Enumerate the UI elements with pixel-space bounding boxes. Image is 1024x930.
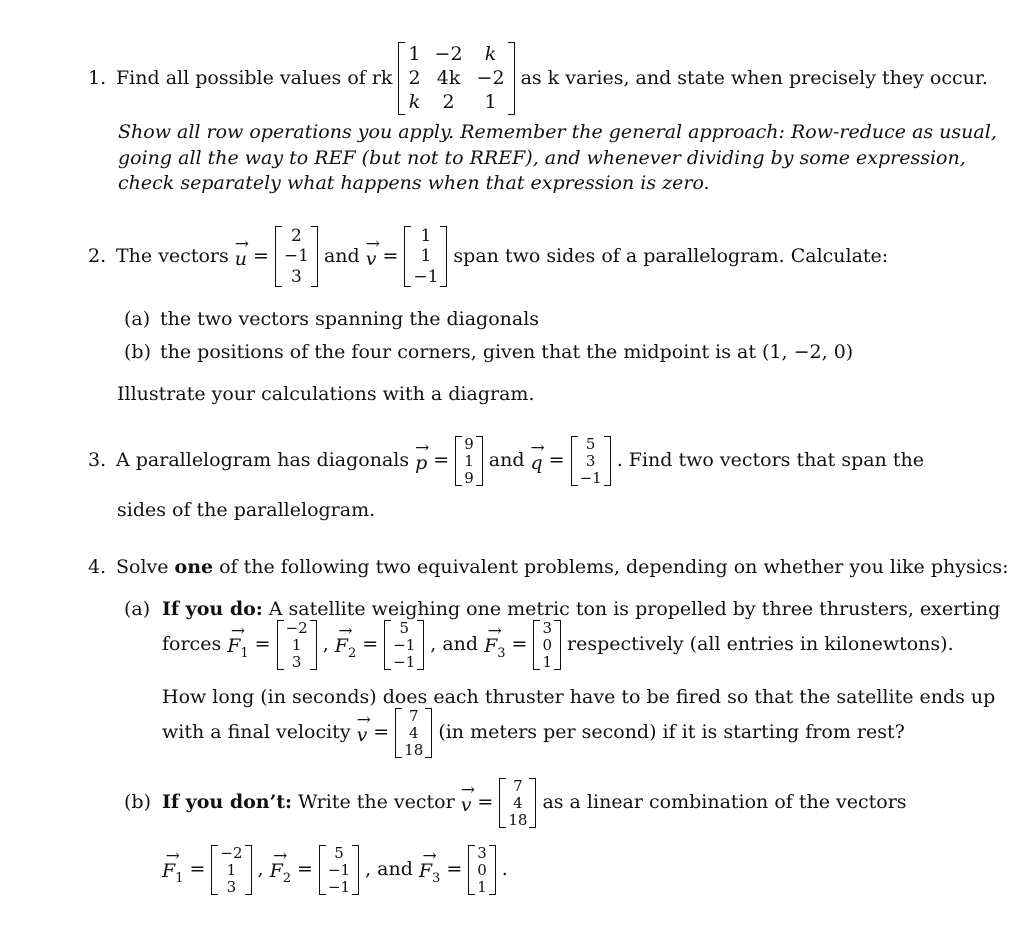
vector-entry: 5: [334, 844, 344, 862]
subpart-text: A satellite weighing one metric ton is propelled by three thrusters, exerting: [268, 598, 1001, 620]
problem-3-prefix: A parallelogram has diagonals: [116, 449, 410, 472]
problem-number: 1.: [88, 66, 107, 89]
vector-q-symbol: → q: [531, 445, 543, 477]
vector-entry: 4: [513, 793, 523, 812]
matrix-cell: −2: [476, 66, 505, 89]
vector-entry: 7: [408, 707, 419, 725]
vector-v-symbol: → v: [461, 787, 472, 819]
vector-entry: 9: [464, 468, 474, 487]
vector-q: [571, 436, 611, 486]
force-1-symbol: → $F_1$: [227, 628, 248, 662]
forces-suffix: respectively (all entries in kilonewtons).: [567, 633, 954, 656]
problem-number: 3.: [88, 449, 107, 472]
problem-2-suffix: span two sides of a parallelogram. Calculate:: [453, 244, 889, 267]
vector-entry: 1: [542, 652, 552, 671]
matrix-cell: 1: [484, 90, 497, 113]
problem-3: 3. A parallelogram has diagonals → p = 9 1 9 and → q = 5 3 −1 . Find two vectors that span the: [88, 436, 924, 486]
matrix-cell: 1: [408, 43, 421, 65]
vector-entry: 7: [513, 777, 523, 795]
subpart-label: (a): [124, 598, 151, 620]
vector-entry: 3: [291, 266, 302, 287]
vector-entry: −1: [283, 246, 309, 267]
problem-4a-question: How long (in seconds) does each thruster have to be fired so that the satellite ends up: [162, 686, 996, 708]
subpart-label: (b): [124, 341, 151, 363]
vector-entry: 1: [420, 246, 432, 267]
vector-entry: 9: [464, 435, 474, 453]
note-line: going all the way to REF (but not to RREF), and whenever dividing by some expression,: [118, 146, 966, 169]
vector-entry: 2: [291, 226, 302, 246]
comma: ,: [257, 858, 264, 881]
matrix-cell: k: [484, 43, 497, 65]
vector-entry: 3: [477, 844, 487, 862]
problem-number: 4.: [88, 556, 107, 578]
vector-entry: −1: [327, 860, 351, 879]
matrix-cell: −2: [434, 43, 463, 65]
vector-v: [404, 226, 447, 287]
vector-entry: 18: [508, 810, 528, 829]
comma: ,: [322, 633, 329, 656]
vector-entry: 1: [464, 451, 474, 470]
vector-entry: 3: [542, 619, 552, 637]
vector-entry: 1: [420, 226, 432, 246]
velocity-line: with a final velocity → v = 7 4 18 (in meters per second) if it is starting from rest?: [162, 708, 905, 758]
problem-1-suffix: as k varies, and state when precisely they occur.: [520, 66, 988, 89]
vector-p-symbol: → p: [415, 445, 427, 477]
vector-entry: 4: [408, 723, 419, 742]
problem-2-illustrate: Illustrate your calculations with a diagram.: [117, 383, 535, 405]
forces-word: forces: [162, 633, 222, 656]
vector-entry: 5: [399, 619, 409, 637]
problem-2a: [124, 307, 539, 333]
force-2-symbol: → $F_2$: [270, 853, 291, 887]
and-word: and: [323, 244, 360, 267]
matrix-cell: 2: [408, 66, 421, 89]
forces-line: forces → $F_1$ = −2 1 3 , → $F_2$ = 5 −1 −1 , and → $F_3$ = 3 0 1 respectively (all entries in kilonewtons).: [162, 620, 954, 670]
subpart-text: the two vectors spanning the diagonals: [160, 308, 540, 330]
problem-3-suffix-line2: sides of the parallelogram.: [117, 499, 376, 521]
problem-2-prefix: The vectors: [116, 244, 229, 267]
subpart-bold: If you do:: [162, 598, 263, 620]
problem-4a: [124, 597, 1000, 623]
subpart-text: Write the vector: [298, 791, 455, 814]
velocity-symbol: → v: [357, 717, 368, 749]
force-3-vector: [468, 845, 496, 895]
subpart-label: (a): [124, 308, 151, 330]
problem-4: [88, 555, 1009, 581]
subpart-label: (b): [124, 791, 151, 814]
force-3-symbol: → $F_3$: [419, 853, 440, 887]
vector-u-symbol: → u: [235, 241, 247, 273]
vector-entry: 18: [404, 740, 424, 759]
force-1-symbol: → $F_1$: [162, 853, 183, 887]
basis-vectors-line: → $F_1$ = −2 1 3 , → $F_2$ = 5 −1 −1 , and → $F_3$ = 3 0 1 .: [162, 845, 508, 895]
intro-bold: one: [174, 556, 214, 578]
vector-entry: 0: [477, 860, 487, 879]
problem-1-prefix: Find all possible values of rk: [116, 66, 393, 89]
note-line: Show all row operations you apply. Remember the general approach: Row-reduce as usual,: [118, 121, 997, 143]
intro-text: of the following two equivalent problems, depending on whether you like physics:: [219, 556, 1009, 578]
vector-entry: −1: [393, 635, 416, 654]
force-3-vector: [533, 620, 561, 670]
vector-entry: 5: [585, 435, 596, 453]
and-word: and: [488, 449, 525, 472]
period: .: [501, 858, 508, 881]
subpart-text: as a linear combination of the vectors: [542, 791, 907, 814]
problem-number: 2.: [88, 244, 107, 267]
vector-entry: −1: [327, 877, 351, 896]
target-vector: [499, 778, 536, 828]
vector-entry: 3: [585, 451, 596, 470]
vector-entry: −1: [579, 468, 602, 487]
vector-entry: −1: [393, 652, 416, 671]
velocity-vector: [395, 708, 432, 758]
vector-entry: 1: [291, 635, 302, 654]
force-2-vector: [319, 845, 359, 895]
vector-entry: −2: [220, 844, 243, 862]
comma: ,: [430, 633, 437, 656]
matrix-cell: k: [408, 90, 421, 113]
vector-entry: 3: [226, 877, 237, 896]
and-word: and: [442, 633, 479, 656]
subpart-text: the positions of the four corners, given that the midpoint is at (1, −2, 0): [160, 341, 854, 363]
matrix-cell: 2: [442, 90, 455, 113]
vector-v-symbol: → v: [366, 241, 377, 273]
intro-text: Solve: [116, 556, 169, 578]
force-1-vector: [211, 845, 251, 895]
problem-2b: [124, 340, 853, 366]
vector-u: [275, 226, 318, 287]
vector-entry: 3: [291, 652, 302, 671]
vector-entry: 0: [542, 635, 552, 654]
problem-3-suffix: . Find two vectors that span the: [616, 449, 924, 472]
problem-4b: (b) If you don’t: Write the vector → v = 7 4 18 as a linear combination of the vectors: [124, 778, 907, 828]
vector-entry: −2: [285, 619, 308, 637]
force-1-vector: [277, 620, 317, 670]
force-3-symbol: → $F_3$: [484, 628, 505, 662]
problem-1: [88, 42, 988, 115]
vector-entry: 1: [477, 877, 487, 896]
subpart-bold: If you don’t:: [162, 791, 292, 814]
matrix-rk: [398, 42, 514, 115]
matrix-cell: 4k: [436, 66, 461, 89]
force-2-symbol: → $F_2$: [335, 628, 356, 662]
and-word: and: [377, 858, 413, 881]
force-2-vector: [384, 620, 424, 670]
vector-entry: −1: [413, 266, 439, 287]
vector-entry: 1: [226, 860, 237, 879]
velocity-prefix: with a final velocity: [162, 721, 351, 744]
note-line: check separately what happens when that expression is zero.: [118, 172, 710, 195]
problem-1-note: [118, 120, 997, 197]
comma: ,: [365, 858, 372, 881]
vector-p: [455, 436, 483, 486]
velocity-suffix: (in meters per second) if it is starting from rest?: [438, 721, 905, 744]
problem-2: 2. The vectors → u = 2 −1 3 and → v = 1 1 −1 span two sides of a parallelogram. Calculate:: [88, 226, 888, 287]
